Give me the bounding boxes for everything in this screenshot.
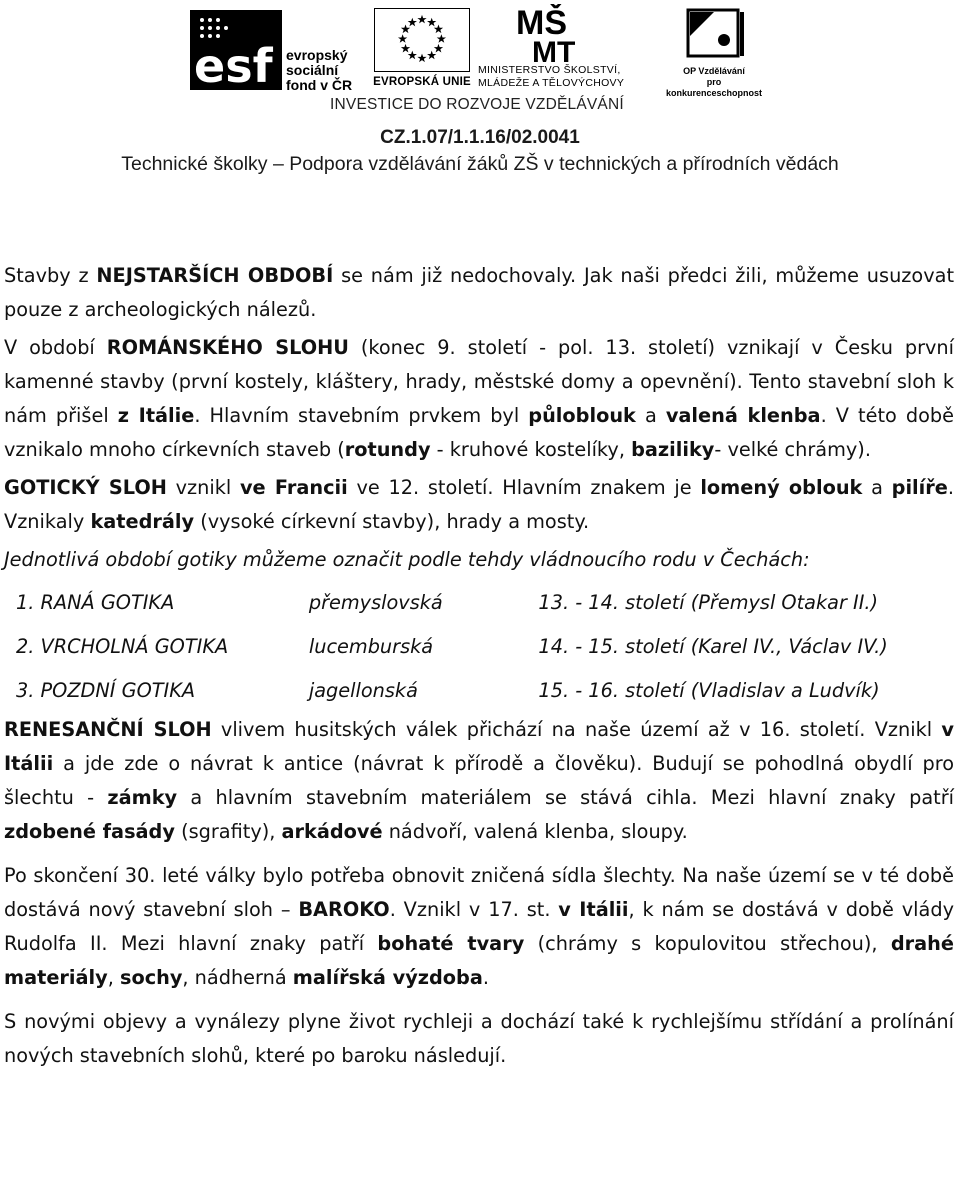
text-span: , — [107, 966, 120, 989]
text-span: (konec 9. století - pol. 13. století) vznikají v Česku první kamenné stavby (první kostely, kláštery, hrady, městské domy a opevnění). Tento stavební sloh k nám přišel — [4, 336, 954, 427]
gothic-period-row — [16, 669, 954, 713]
text-span: (sgrafity), — [174, 820, 282, 843]
msmt-logo — [478, 4, 658, 94]
bold-span: valená klenba — [665, 404, 821, 427]
text-span: vlivem husitských válek přichází na naše území až v 16. století. Vznikl — [211, 718, 942, 741]
gothic-period-row — [16, 625, 954, 669]
svg-text:esf: esf — [194, 39, 273, 90]
investice-slogan: INVESTICE DO ROZVOJE VZDĚLÁVÁNÍ — [330, 96, 624, 113]
bold-span: arkádové — [281, 820, 383, 843]
bold-span: lomený oblouk — [700, 476, 863, 499]
text-span: . — [482, 966, 490, 989]
bold-span: RENESANČNÍ SLOH — [4, 718, 212, 741]
esf-line: evropský — [286, 47, 348, 63]
text-span: . Vznikl v 17. st. — [389, 898, 559, 921]
bold-span: katedrály — [90, 510, 195, 533]
text-span: a hlavním stavebním materiálem se stává cihla. Mezi hlavní znaky patří — [177, 786, 954, 809]
document-body — [4, 259, 954, 1073]
text-span: nádvoří, valená klenba, sloupy. — [382, 820, 688, 843]
text-span: (vysoké církevní stavby), hrady a mosty. — [194, 510, 590, 533]
op-line: pro konkurenceschopnost — [665, 77, 763, 98]
text-span: . Vznikaly — [4, 476, 954, 533]
period-dynasty: přemyslovská — [308, 591, 443, 614]
bold-span: zámky — [107, 786, 178, 809]
msmt-line: MINISTERSTVO ŠKOLSTVÍ, — [478, 64, 621, 76]
bold-span: v Itálii — [4, 718, 954, 775]
logo-strip — [190, 2, 763, 98]
text-span: - velké chrámy). — [714, 438, 871, 461]
bold-span: rotundy — [344, 438, 431, 461]
project-code: CZ.1.07/1.1.16/02.0041 — [380, 127, 580, 148]
text-span: a — [635, 404, 666, 427]
text-span: , nádherná — [182, 966, 293, 989]
bold-span: zdobené fasády — [4, 820, 175, 843]
eu-logo — [368, 8, 476, 90]
text-span: (chrámy s kopulovitou střechou), — [524, 932, 891, 955]
eu-flag-icon — [374, 8, 470, 72]
msmt-line: MLÁDEŽE A TĚLOVÝCHOVY — [478, 77, 625, 89]
bold-span: z Itálie — [117, 404, 195, 427]
op-logo — [665, 6, 763, 98]
text-span: - kruhové kostelíky, — [430, 438, 632, 461]
text-span: . V této době vznikalo mnoho církevních staveb ( — [4, 404, 955, 461]
paragraph-romanesque — [4, 331, 954, 467]
esf-line: fond v ČR — [286, 77, 353, 93]
period-name: 1. RANÁ GOTIKA — [16, 591, 175, 614]
text-span: Po skončení 30. leté války bylo potřeba obnovit zničená sídla šlechty. Na naše území se v té době dostává nový stavební sloh – — [4, 864, 954, 921]
gothic-intro: Jednotlivá období gotiky můžeme označit podle tehdy vládnoucího rodu v Čechách: — [4, 548, 810, 571]
period-dynasty: lucemburská — [308, 635, 434, 658]
msmt-mark-icon — [514, 4, 606, 64]
bold-span: baziliky — [631, 438, 715, 461]
period-era: 14. - 15. století (Karel IV., Václav IV.) — [538, 635, 888, 658]
bold-span: ROMÁNSKÉHO SLOHU — [106, 336, 349, 359]
text-span: , k nám se dostává v době vlády Rudolfa II. Mezi hlavní znaky patří — [4, 898, 954, 955]
svg-text:MŠ: MŠ — [516, 4, 567, 42]
period-name: 2. VRCHOLNÁ GOTIKA — [16, 635, 229, 658]
msmt-text — [478, 64, 658, 90]
paragraph-oldest — [4, 259, 954, 327]
paragraph-baroque — [4, 859, 954, 995]
paragraph-gothic — [4, 471, 954, 539]
esf-mark-icon — [190, 10, 282, 90]
period-dynasty: jagellonská — [308, 679, 418, 702]
bold-span: NEJSTARŠÍCH OBDOBÍ — [96, 264, 334, 287]
text-span: ve 12. století. Hlavním znakem je — [347, 476, 701, 499]
text-span: se nám již nedochovaly. Jak naši předci žili, můžeme usuzovat pouze z archeologických nálezů. — [4, 264, 954, 321]
esf-text — [286, 48, 352, 93]
text-span: V období — [4, 336, 107, 359]
esf-logo — [190, 10, 360, 93]
bold-span: půloblouk — [528, 404, 636, 427]
bold-span: ve Francii — [239, 476, 348, 499]
period-era: 13. - 14. století (Přemysl Otakar II.) — [538, 591, 879, 614]
period-era: 15. - 16. století (Vladislav a Ludvík) — [538, 679, 880, 702]
project-title: Technické školky – Podpora vzdělávání žáků ZŠ v technických a přírodních vědách — [121, 153, 839, 175]
gothic-periods-table — [16, 581, 954, 713]
bold-span: BAROKO — [298, 898, 390, 921]
text-span: Stavby z — [4, 264, 97, 287]
gothic-period-row — [16, 581, 954, 625]
op-line: OP Vzdělávání — [683, 66, 745, 76]
bold-span: sochy — [119, 966, 183, 989]
text-span: a — [862, 476, 892, 499]
bold-span: bohaté tvary — [377, 932, 525, 955]
bold-span: GOTICKÝ SLOH — [4, 476, 167, 499]
bold-span: v Itálii — [558, 898, 629, 921]
bold-span: drahé materiály — [4, 932, 954, 989]
eu-label: EVROPSKÁ UNIE — [373, 76, 471, 88]
esf-line: sociální — [286, 62, 339, 78]
op-text — [664, 66, 764, 99]
bold-span: pilíře — [891, 476, 948, 499]
op-mark-icon — [684, 6, 746, 62]
period-name: 3. POZDNÍ GOTIKA — [16, 679, 196, 702]
text-span: a jde zde o návrat k antice (návrat k přírodě a člověku). Budují se pohodlná obydlí pro šlechtu - — [4, 752, 954, 809]
paragraph-modern: S novými objevy a vynálezy plyne život rychleji a dochází také k rychlejšímu střídání a prolínání nových stavebních slohů, které po baroku následují. — [4, 1010, 954, 1067]
paragraph-renaissance — [4, 713, 954, 849]
text-span: vznikl — [166, 476, 240, 499]
svg-text:MT: MT — [532, 36, 576, 64]
text-span: . Hlavním stavebním prvkem byl — [194, 404, 529, 427]
bold-span: malířská výzdoba — [292, 966, 483, 989]
